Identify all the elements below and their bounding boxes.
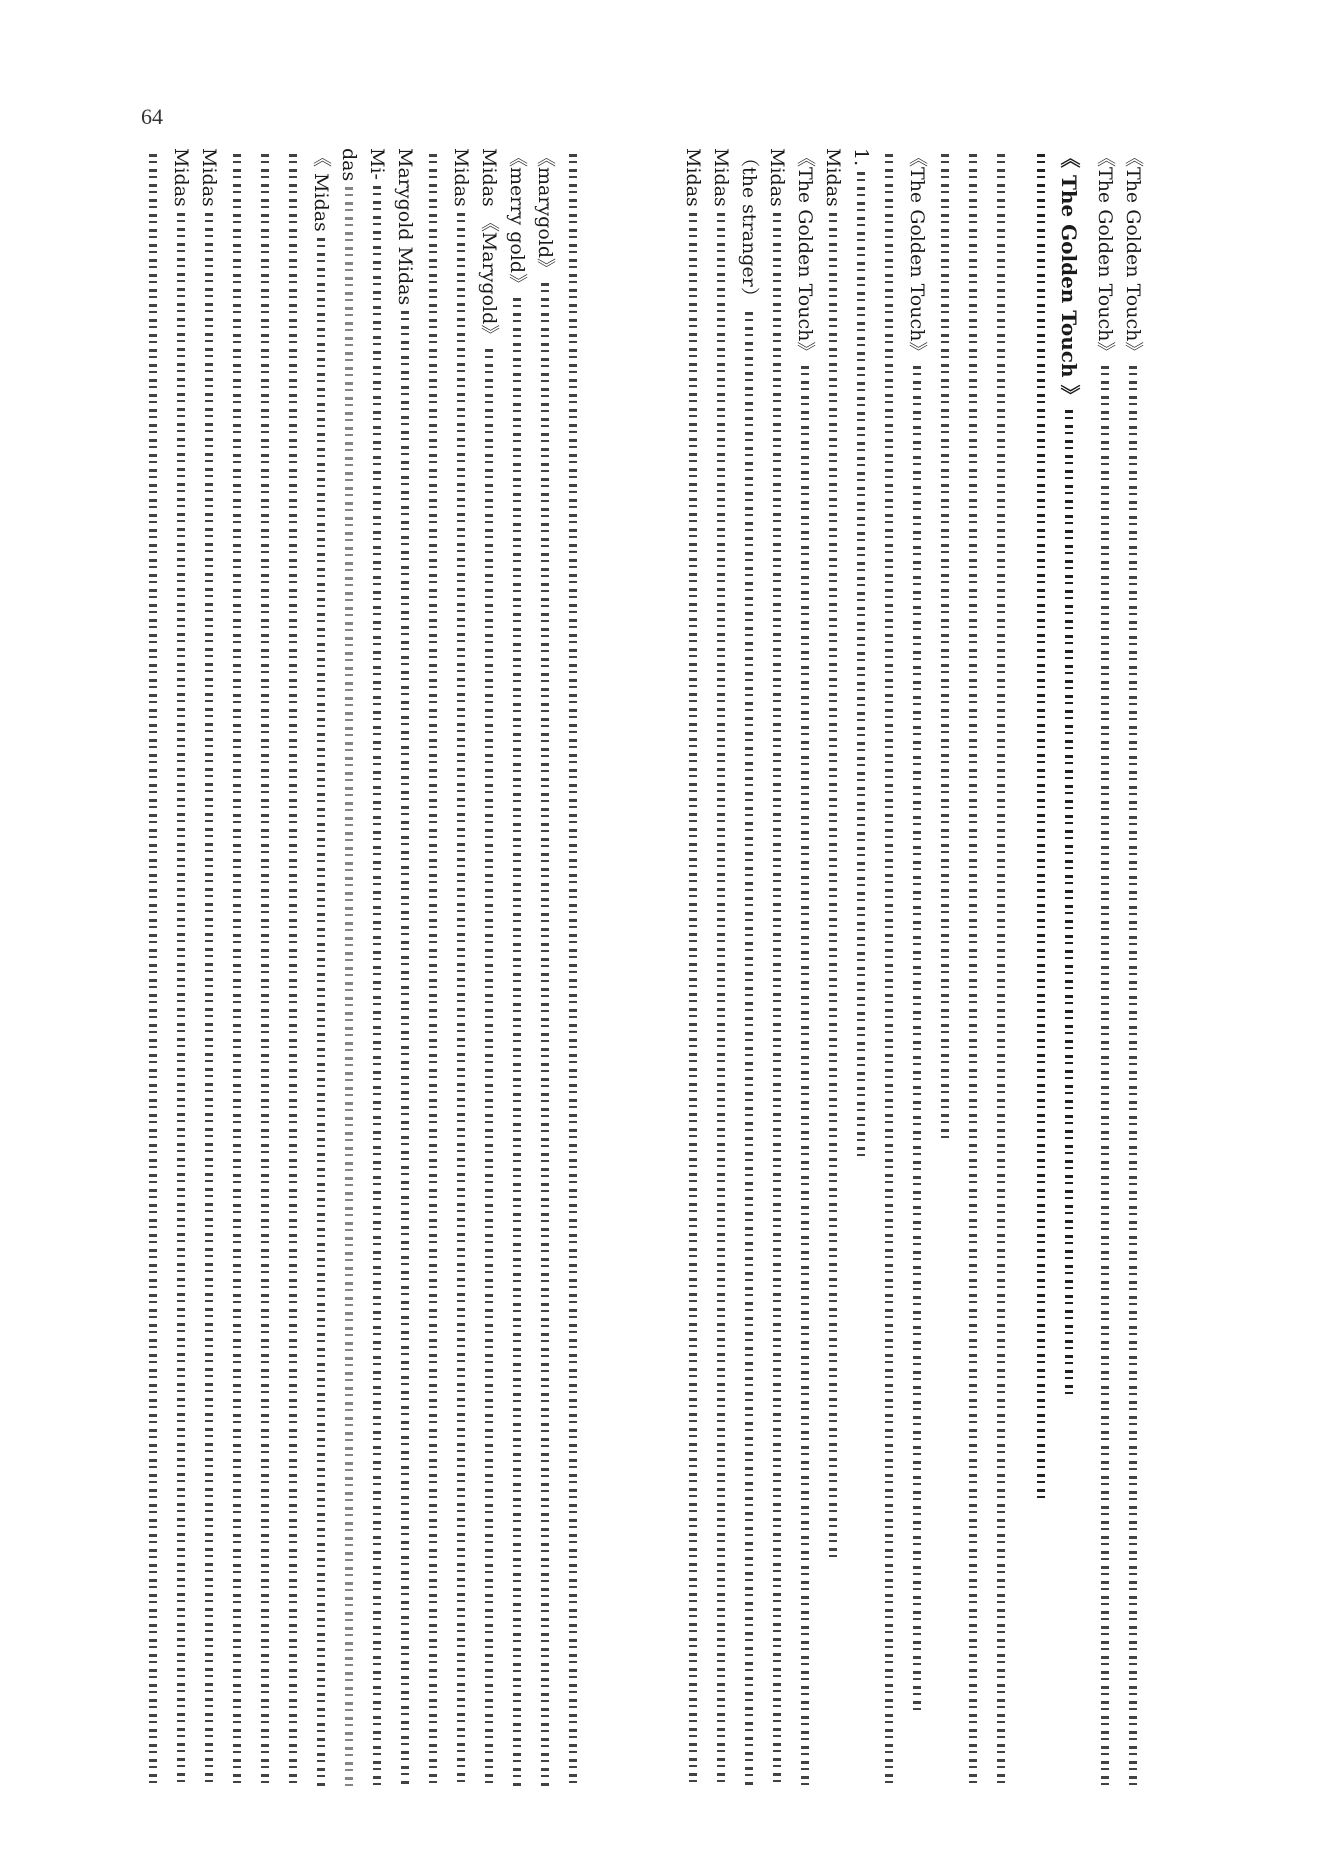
text-line: Marygold Midas bbox=[392, 148, 418, 1788]
section-heading: 《 The Golden Touch 》 bbox=[1056, 148, 1082, 1788]
text-line bbox=[140, 148, 166, 1788]
text-line bbox=[280, 148, 306, 1788]
right-text-column bbox=[680, 148, 1150, 1788]
text-line: Mi- bbox=[364, 148, 390, 1788]
text-line: 《The Golden Touch》 bbox=[1120, 148, 1146, 1788]
text-line: Midas bbox=[820, 148, 846, 1788]
text-line: Midas bbox=[680, 148, 706, 1788]
text-line: 《The Golden Touch》 bbox=[904, 148, 930, 1788]
text-line: Midas bbox=[168, 148, 194, 1788]
text-line: Midas bbox=[764, 148, 790, 1788]
text-line bbox=[420, 148, 446, 1788]
left-text-column bbox=[140, 148, 610, 1788]
text-line bbox=[876, 148, 902, 1788]
text-line: 《The Golden Touch》 bbox=[792, 148, 818, 1788]
text-line bbox=[988, 148, 1014, 1788]
text-line bbox=[960, 148, 986, 1788]
text-line: 《merry gold》 bbox=[504, 148, 530, 1788]
text-line: 《The Golden Touch》 bbox=[1092, 148, 1118, 1788]
text-line: （the stranger） bbox=[736, 148, 762, 1788]
text-line: 1. bbox=[848, 148, 874, 1788]
text-line: Midas bbox=[196, 148, 222, 1788]
text-line bbox=[224, 148, 250, 1788]
section-heading bbox=[1028, 148, 1054, 1788]
text-line: Midas 《Marygold》 bbox=[476, 148, 502, 1788]
text-line: das bbox=[336, 148, 362, 1788]
text-line: Midas bbox=[708, 148, 734, 1788]
text-line bbox=[560, 148, 586, 1788]
text-line bbox=[932, 148, 958, 1788]
page-number: 64 bbox=[141, 104, 163, 129]
text-line bbox=[252, 148, 278, 1788]
text-line: Midas bbox=[448, 148, 474, 1788]
text-line: 《 Midas bbox=[308, 148, 334, 1788]
text-line: 《marygold》 bbox=[532, 148, 558, 1788]
